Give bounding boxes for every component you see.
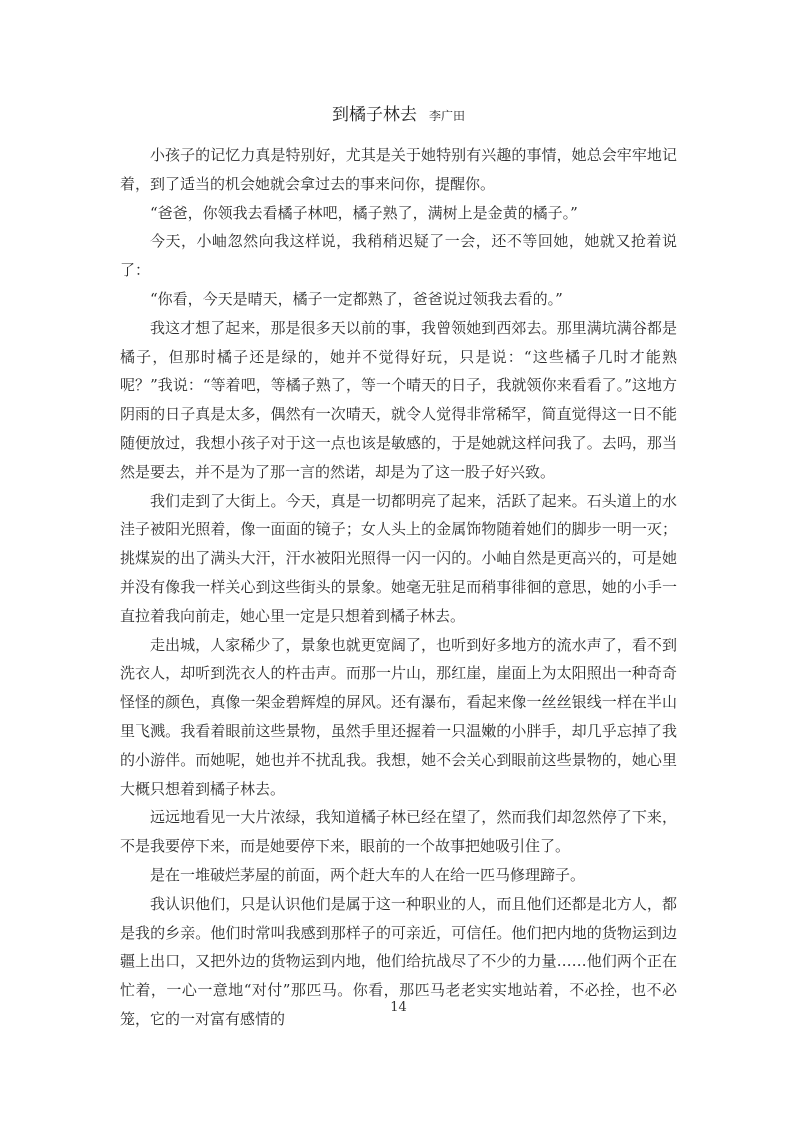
document-title: 到橘子林去 bbox=[331, 105, 417, 125]
author-name: 李广田 bbox=[428, 109, 465, 123]
paragraph: “爸爸，你领我去看橘子林吧，橘子熟了，满树上是金黄的橘子。” bbox=[150, 203, 578, 222]
paragraph: 是在一堆破烂茅屋的前面，两个赶大车的人在给一匹马修理蹄子。 bbox=[150, 865, 586, 884]
paragraph: 走出城，人家稀少了，景象也就更宽阔了，也听到好多地方的流水声了，看不到洗衣人，却听到洗衣人的杵击声。而那一片山，那红崖，崖面上为太阳照出一种奇奇怪怪的颜色，真像一架金碧辉煌的屏风。还有瀑布，看起来像一丝丝银线一样在半山里飞溅。我看着眼前这些景物，虽然手里还握着一只温嫩的小胖手，却几乎忘掉了我的小游伴。而她呢，她也并不扰乱我。我想，她不会关心到眼前这些景物的，她心里大概只想着到橘子林去。 bbox=[120, 635, 677, 798]
title-line bbox=[0, 103, 797, 128]
paragraph: 小孩子的记忆力真是特别好，尤其是关于她特别有兴趣的事情，她总会牢牢地记着，到了适当的机会她就会拿过去的事来问你，提醒你。 bbox=[120, 146, 677, 193]
paragraph: 今天，小岫忽然向我这样说，我稍稍迟疑了一会，还不等回她，她就又抢着说了： bbox=[120, 232, 677, 280]
paragraph: 我们走到了大街上。今天，真是一切都明亮了起来，活跃了起来。石头道上的水洼子被阳光照着，像一面面的镜子；女人头上的金属饰物随着她们的脚步一明一灭；挑煤炭的出了满头大汗，汗水被阳光照得一闪一闪的。小岫自然是更高兴的，可是她并没有像我一样关心到这些街头的景象。她毫无驻足而稍事徘徊的意思，她的小手一直拉着我向前走，她心里一定是只想着到橘子林去。 bbox=[120, 491, 677, 625]
paragraph: 我认识他们，只是认识他们是属于这一种职业的人，而且他们还都是北方人，都是我的乡亲。他们时常叫我感到那样子的可亲近，可信任。他们把内地的货物运到边疆上出口，又把外边的货物运到内地，他们给抗战尽了不少的力量……他们两个正在忙着，一心一意地“对付”那匹马。你看，那匹马老老实实地站着，不必拴，也不必笼，它的一对富有感情的 bbox=[120, 894, 677, 1028]
paragraph: “你看，今天是晴天，橘子一定都熟了，爸爸说过领我去看的。” bbox=[150, 289, 563, 308]
paragraph: 我这才想了起来，那是很多天以前的事，我曾领她到西郊去。那里满坑满谷都是橘子，但那时橘子还是绿的，她并不觉得好玩，只是说：“这些橘子几时才能熟呢？”我说：“等着吧，等橘子熟了，等一个晴天的日子，我就领你来看看了。”这地方阴雨的日子真是太多，偶然有一次晴天，就令人觉得非常稀罕，简直觉得这一日不能随便放过，我想小孩子对于这一点也该是敏感的，于是她就这样问我了。去吗，那当然是要去，并不是为了那一言的然诺，却是为了这一股子好兴致。 bbox=[120, 318, 677, 481]
paragraph: 远远地看见一大片浓绿，我知道橘子林已经在望了，然而我们却忽然停了下来，不是我要停下来，而是她要停下来，眼前的一个故事把她吸引住了。 bbox=[120, 808, 677, 856]
body-text bbox=[120, 141, 677, 1034]
page-number: 14 bbox=[390, 1000, 407, 1015]
